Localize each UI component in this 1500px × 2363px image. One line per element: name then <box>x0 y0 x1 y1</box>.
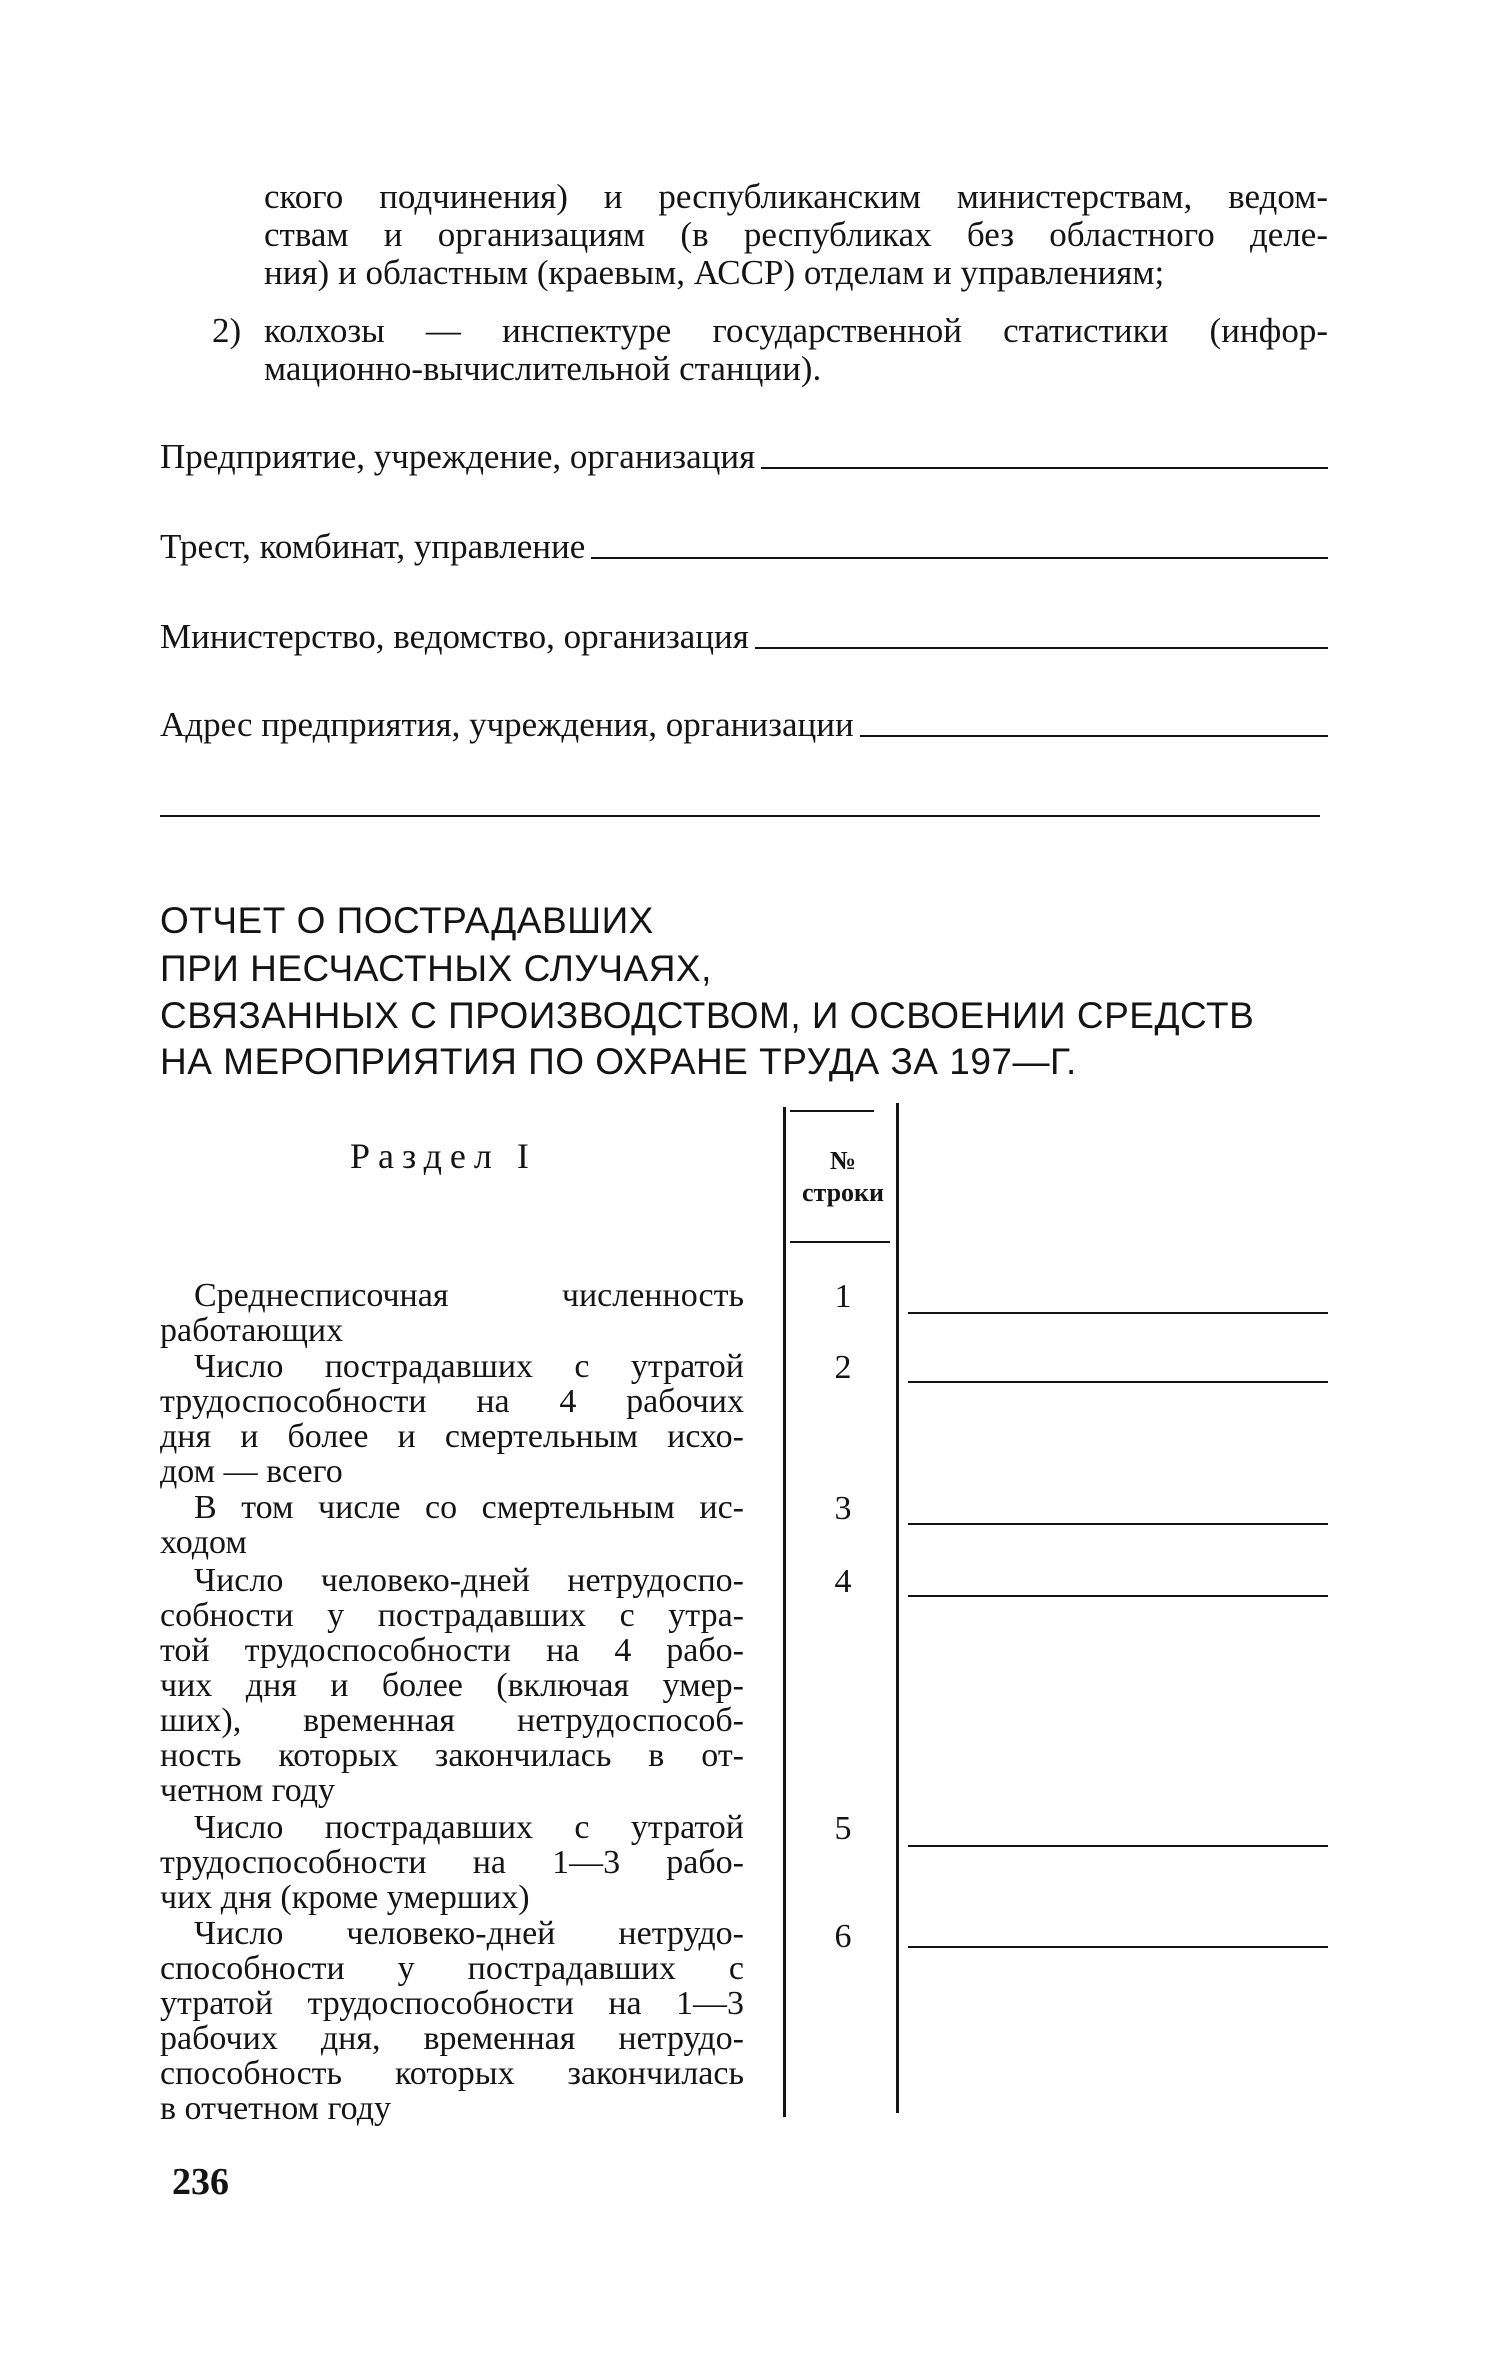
row-text-line: Число пострадавших с утратой <box>194 1348 744 1385</box>
row-text-line: дня и более и смертельным исхо- <box>160 1418 744 1455</box>
row-text-line: ходом <box>160 1524 247 1561</box>
table-row-label <box>160 1490 744 1560</box>
row-value-line[interactable] <box>908 1946 1328 1948</box>
report-title-line: ПРИ НЕСЧАСТНЫХ СЛУЧАЯХ, <box>160 948 712 989</box>
row-text-line: способность которых закончилась <box>160 2055 744 2092</box>
field-label: Адрес предприятия, учреждения, организации <box>160 705 854 744</box>
fill-line[interactable] <box>591 557 1328 559</box>
row-text-line: ших), временная нетрудоспособ- <box>160 1702 744 1739</box>
row-text-line: трудоспособности на 4 рабочих <box>160 1383 744 1420</box>
row-value-line[interactable] <box>908 1381 1328 1383</box>
field-trust[interactable] <box>160 527 1328 567</box>
field-label: Предприятие, учреждение, организация <box>160 437 756 476</box>
table-row-label <box>160 1278 744 1348</box>
field-enterprise[interactable] <box>160 437 1328 477</box>
row-number: 5 <box>834 1810 852 1847</box>
table-column-divider-left <box>783 1107 786 2117</box>
row-text-line: рабочих дня, временная нетрудо- <box>160 2020 744 2057</box>
column-header-top-rule <box>790 1110 874 1112</box>
intro-line: ского подчинения) и республиканским министерствам, ведом- <box>264 177 1328 216</box>
column-header-symbol: № <box>829 1146 857 1175</box>
intro-item-2 <box>264 312 1328 388</box>
table-row-label <box>160 1810 744 1915</box>
address-continuation-line[interactable] <box>160 815 1320 817</box>
row-text-line: дом — всего <box>160 1453 343 1490</box>
row-text-line: Число человеко-дней нетрудоспо- <box>194 1562 744 1599</box>
field-label: Трест, комбинат, управление <box>160 527 586 566</box>
intro-paragraph <box>264 178 1328 292</box>
report-title-line: ОТЧЕТ О ПОСТРАДАВШИХ <box>160 900 654 941</box>
table-column-divider-right <box>896 1103 899 2113</box>
column-header-line-number <box>788 1145 898 1209</box>
row-text-line: чих дня (кроме умерших) <box>160 1879 530 1916</box>
row-text-line: трудоспособности на 1—3 рабо- <box>160 1844 744 1881</box>
table-row-label <box>160 1563 744 1808</box>
intro-item-line: колхозы — инспектуре государственной статистики (инфор- <box>264 311 1328 350</box>
row-number: 4 <box>834 1563 852 1600</box>
row-number: 3 <box>834 1490 852 1527</box>
field-label: Министерство, ведомство, организация <box>160 617 749 656</box>
intro-item-line: мационно-вычислительной станции). <box>264 349 822 388</box>
row-text-line: способности у пострадавших с <box>160 1950 744 1987</box>
column-header-bottom-rule <box>790 1241 890 1243</box>
report-title-line: НА МЕРОПРИЯТИЯ ПО ОХРАНЕ ТРУДА ЗА 197—Г. <box>160 1041 1077 1082</box>
row-value-line[interactable] <box>908 1523 1328 1525</box>
row-value-line[interactable] <box>908 1595 1328 1597</box>
row-text-line: в отчетном году <box>160 2090 391 2127</box>
row-number: 1 <box>834 1278 852 1315</box>
row-text-line: работающих <box>160 1312 344 1349</box>
row-text-line: собности у пострадавших с утра- <box>160 1597 744 1634</box>
row-text-line: четном году <box>160 1772 336 1809</box>
row-text-line: ность которых закончилась в от- <box>160 1737 744 1774</box>
row-value-line[interactable] <box>908 1312 1328 1314</box>
row-number: 6 <box>834 1918 852 1955</box>
intro-item-number: 2) <box>212 311 242 350</box>
table-row-label <box>160 1916 744 2126</box>
fill-line[interactable] <box>860 735 1328 737</box>
report-title-line: СВЯЗАННЫХ С ПРОИЗВОДСТВОМ, И ОСВОЕНИИ СРЕДСТВ <box>160 995 1255 1036</box>
intro-line: ствам и организациям (в республиках без областного деле- <box>264 215 1328 254</box>
row-text-line: Среднесписочная численность <box>194 1277 744 1314</box>
row-text-line: чих дня и более (включая умер- <box>160 1667 744 1704</box>
field-ministry[interactable] <box>160 617 1328 657</box>
row-text-line: той трудоспособности на 4 рабо- <box>160 1632 744 1669</box>
table-row-label <box>160 1349 744 1489</box>
field-address[interactable] <box>160 705 1328 745</box>
row-text-line: утратой трудоспособности на 1—3 <box>160 1985 744 2022</box>
page-number: 236 <box>172 2161 229 2203</box>
row-number: 2 <box>834 1349 852 1386</box>
column-header-label: строки <box>801 1178 885 1207</box>
row-value-line[interactable] <box>908 1845 1328 1847</box>
row-text-line: Число пострадавших с утратой <box>194 1809 744 1846</box>
intro-line: ния) и областным (краевым, АССР) отделам и управлениям; <box>264 253 1165 292</box>
fill-line[interactable] <box>755 647 1328 649</box>
row-text-line: В том числе со смертельным ис- <box>194 1489 744 1526</box>
fill-line[interactable] <box>761 467 1328 469</box>
row-text-line: Число человеко-дней нетрудо- <box>194 1915 744 1952</box>
section-heading: Раздел I <box>350 1136 537 1176</box>
